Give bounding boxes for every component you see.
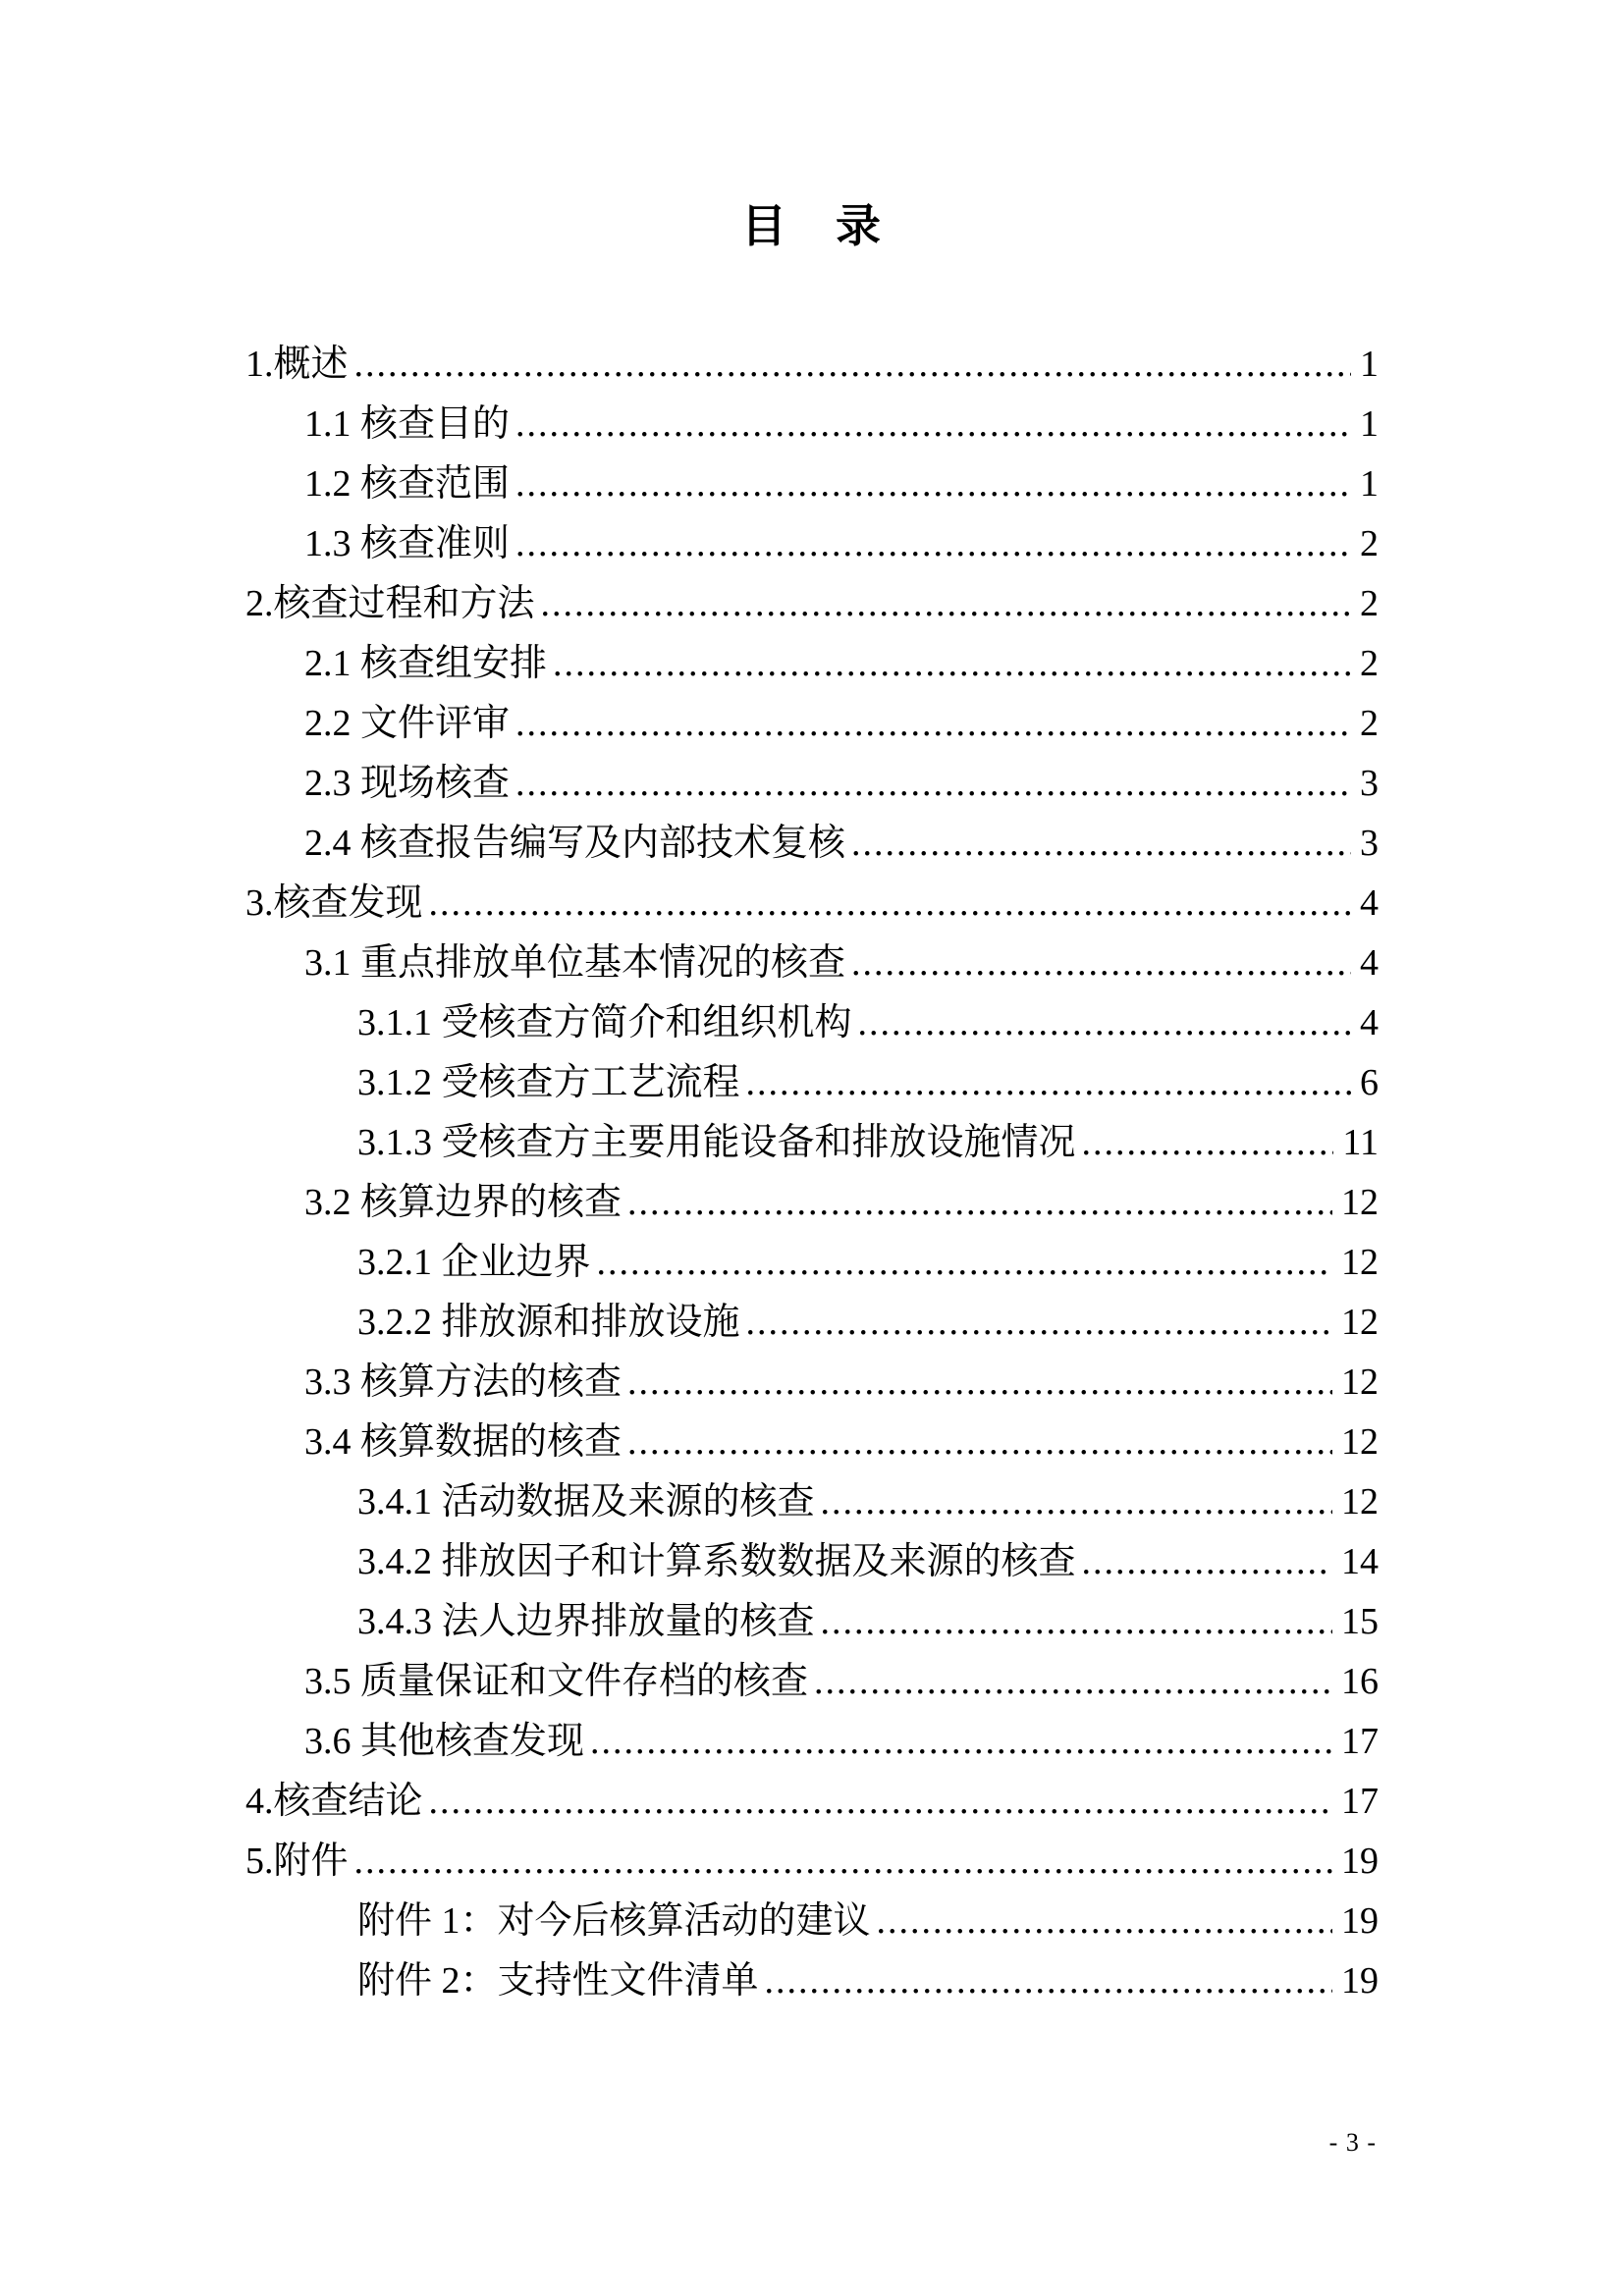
dot-leader (765, 1951, 1332, 2011)
toc-entry[interactable] (245, 395, 1379, 454)
toc-entry-label: 3.2.1 企业边界 (357, 1242, 591, 1283)
toc-entry[interactable] (245, 1652, 1379, 1712)
toc-entry[interactable] (245, 1233, 1379, 1293)
toc-entry-page: 19 (1341, 1900, 1379, 1942)
toc-entry-page: 16 (1341, 1661, 1379, 1702)
toc-entry-label: 1.2 核查范围 (304, 463, 511, 505)
toc-entry-page: 17 (1341, 1721, 1379, 1762)
toc-entry-page: 1 (1360, 463, 1379, 505)
toc-entry-label: 3.5 质量保证和文件存档的核查 (304, 1661, 809, 1702)
dot-leader (746, 1053, 1351, 1113)
toc-entry-label: 3.4.3 法人边界排放量的核查 (357, 1601, 815, 1642)
toc-entry[interactable] (245, 1772, 1379, 1832)
toc-entry[interactable] (245, 1173, 1379, 1233)
toc-entry-label: 3.6 其他核查发现 (304, 1721, 585, 1762)
toc-entry-page: 6 (1360, 1062, 1379, 1103)
toc-entry-label: 5.附件 (245, 1841, 349, 1882)
toc-entry-page: 19 (1341, 1841, 1379, 1882)
toc-entry-page: 2 (1360, 643, 1379, 684)
toc-entry-label: 1.3 核查准则 (304, 523, 511, 564)
dot-leader (627, 1173, 1332, 1233)
dot-leader (851, 934, 1351, 993)
toc-entry-page: 12 (1341, 1481, 1379, 1522)
toc-entry-label: 3.3 核算方法的核查 (304, 1362, 623, 1403)
dot-leader (590, 1712, 1332, 1772)
toc-entry[interactable] (245, 514, 1379, 574)
toc-entry[interactable] (245, 694, 1379, 754)
toc-entry[interactable] (245, 1592, 1379, 1652)
toc-entry[interactable] (245, 814, 1379, 874)
toc-entry-label: 3.1.3 受核查方主要用能设备和排放设施情况 (357, 1122, 1076, 1163)
dot-leader (1082, 1532, 1332, 1592)
page-title: 目 录 (741, 201, 883, 251)
toc-entry-label: 2.4 核查报告编写及内部技术复核 (304, 823, 846, 864)
dot-leader (429, 1772, 1332, 1832)
toc-entry-label: 3.2 核算边界的核查 (304, 1182, 623, 1223)
toc-entry-label: 2.1 核查组安排 (304, 643, 548, 684)
toc-entry[interactable] (245, 1472, 1379, 1532)
toc-entry-label: 2.3 现场核查 (304, 763, 511, 804)
toc-entry[interactable] (245, 634, 1379, 694)
toc-entry[interactable] (245, 874, 1379, 934)
toc-entry-page: 11 (1342, 1122, 1379, 1163)
toc-entry[interactable] (245, 454, 1379, 514)
toc-entry[interactable] (245, 934, 1379, 993)
toc-entry-label: 3.4.1 活动数据及来源的核查 (357, 1481, 815, 1522)
toc-entry-page: 12 (1341, 1182, 1379, 1223)
toc-entry-page: 17 (1341, 1781, 1379, 1822)
toc-entry-page: 4 (1360, 1002, 1379, 1043)
toc-entry-page: 12 (1341, 1362, 1379, 1403)
toc-list (245, 335, 1379, 2011)
dot-leader (354, 335, 1351, 395)
dot-leader (515, 454, 1351, 514)
dot-leader (627, 1353, 1332, 1413)
dot-leader (1082, 1113, 1334, 1173)
toc-entry-page: 2 (1360, 703, 1379, 744)
toc-entry-page: 1 (1360, 403, 1379, 445)
toc-entry-label: 3.1.1 受核查方简介和组织机构 (357, 1002, 852, 1043)
toc-entry-page: 19 (1341, 1960, 1379, 2002)
toc-entry[interactable] (245, 1413, 1379, 1472)
dot-leader (858, 993, 1351, 1053)
dot-leader (746, 1293, 1332, 1353)
dot-leader (821, 1592, 1332, 1652)
toc-entry[interactable] (245, 1712, 1379, 1772)
toc-entry-label: 2.核查过程和方法 (245, 583, 535, 624)
toc-entry-label: 3.1 重点排放单位基本情况的核查 (304, 942, 846, 984)
toc-entry-label: 4.核查结论 (245, 1781, 423, 1822)
toc-entry-label: 1.1 核查目的 (304, 403, 511, 445)
toc-entry-page: 14 (1341, 1541, 1379, 1582)
toc-entry[interactable] (245, 1832, 1379, 1892)
dot-leader (354, 1832, 1332, 1892)
toc-entry[interactable] (245, 574, 1379, 634)
toc-entry[interactable] (245, 754, 1379, 814)
toc-entry-page: 1 (1360, 344, 1379, 385)
dot-leader (597, 1233, 1332, 1293)
dot-leader (553, 634, 1351, 694)
toc-entry-page: 3 (1360, 763, 1379, 804)
toc-entry-page: 2 (1360, 583, 1379, 624)
toc-entry-label: 2.2 文件评审 (304, 703, 511, 744)
toc-entry-page: 15 (1341, 1601, 1379, 1642)
toc-entry-label: 附件 2：支持性文件清单 (357, 1960, 759, 2002)
dot-leader (515, 754, 1351, 814)
toc-entry-label: 3.1.2 受核查方工艺流程 (357, 1062, 740, 1103)
page-number-footer: - 3 - (1328, 2128, 1377, 2157)
dot-leader (821, 1472, 1332, 1532)
toc-entry-page: 4 (1360, 942, 1379, 984)
dot-leader (814, 1652, 1332, 1712)
dot-leader (515, 514, 1351, 574)
dot-leader (429, 874, 1351, 934)
dot-leader (627, 1413, 1332, 1472)
toc-entry-page: 12 (1341, 1242, 1379, 1283)
toc-entry-page: 4 (1360, 882, 1379, 924)
toc-entry[interactable] (245, 1053, 1379, 1113)
toc-entry[interactable] (245, 1951, 1379, 2011)
dot-leader (515, 694, 1351, 754)
toc-entry-page: 2 (1360, 523, 1379, 564)
toc-entry-label: 3.4 核算数据的核查 (304, 1421, 623, 1463)
toc-entry[interactable] (245, 1293, 1379, 1353)
toc-entry-page: 12 (1341, 1421, 1379, 1463)
toc-entry[interactable] (245, 1892, 1379, 1951)
toc-entry[interactable] (245, 1532, 1379, 1592)
toc-entry-label: 3.核查发现 (245, 882, 423, 924)
toc-entry-page: 3 (1360, 823, 1379, 864)
dot-leader (877, 1892, 1332, 1951)
dot-leader (851, 814, 1351, 874)
toc-entry[interactable] (245, 335, 1379, 395)
toc-entry-label: 3.2.2 排放源和排放设施 (357, 1302, 740, 1343)
toc-entry[interactable] (245, 993, 1379, 1053)
dot-leader (515, 395, 1351, 454)
toc-entry-label: 附件 1：对今后核算活动的建议 (357, 1900, 871, 1942)
toc-entry[interactable] (245, 1113, 1379, 1173)
toc-entry-label: 1.概述 (245, 344, 349, 385)
toc-entry-label: 3.4.2 排放因子和计算系数数据及来源的核查 (357, 1541, 1076, 1582)
toc-entry-page: 12 (1341, 1302, 1379, 1343)
toc-entry[interactable] (245, 1353, 1379, 1413)
dot-leader (541, 574, 1351, 634)
